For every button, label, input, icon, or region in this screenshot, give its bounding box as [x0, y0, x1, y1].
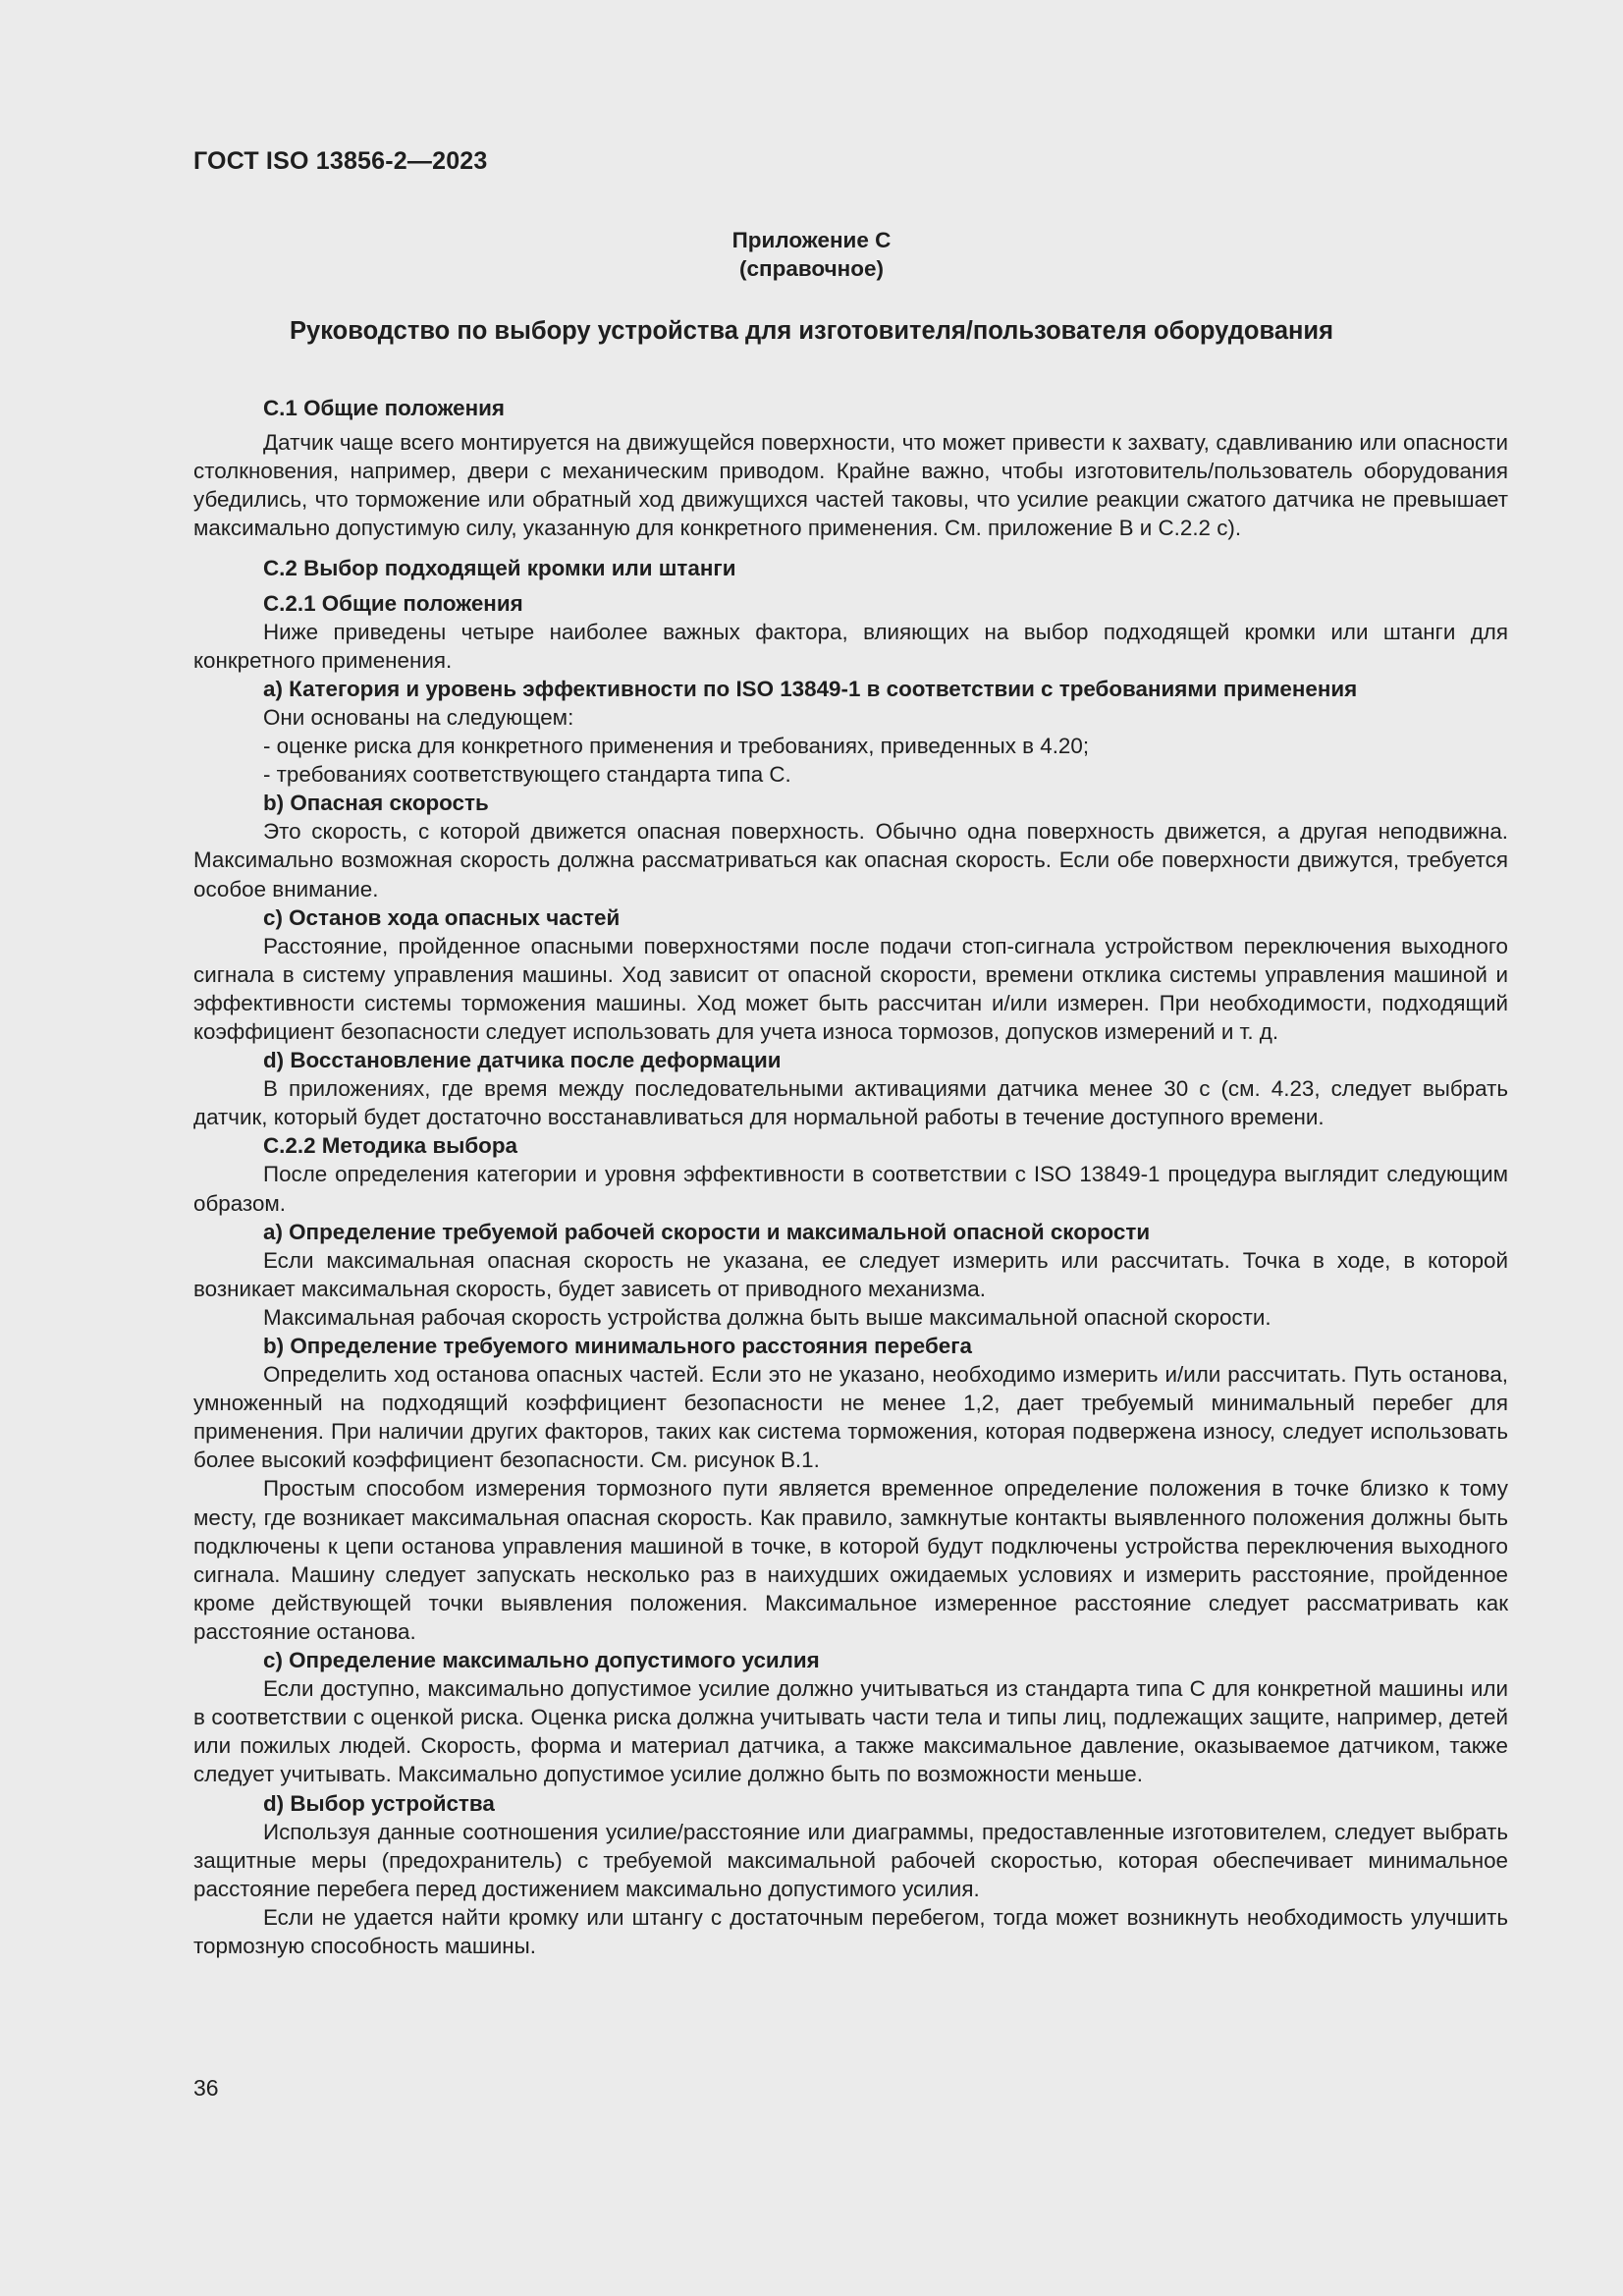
section-c21-intro: Ниже приведены четыре наиболее важных фактора, влияющих на выбор подходящей кромки или штанги для конкретного применения.	[193, 619, 1508, 673]
section-c21-b-heading: b) Опасная скорость	[263, 791, 489, 816]
section-c1-heading: С.1 Общие положения	[263, 396, 505, 420]
section-c21-a-line: - оценке риска для конкретного применения и требованиях, приведенных в 4.20;	[263, 734, 1090, 759]
section-c21-d-heading: d) Восстановление датчика после деформации	[263, 1048, 782, 1073]
section-c22-d-heading: d) Выбор устройства	[263, 1790, 495, 1816]
section-c22-b-paragraph: Простым способом измерения тормозного пути является временное определение положения в точке близко к тому месту, где возникает максимальная опасная скорость. Как правило, замкнутые контакты выявленного положения должны быть подключены к цепи останова управления машиной в точке, в которой будут подключены устройства переключения выходного сигнала. Машину следует запускать несколько раз в наихудших ожидаемых условиях и измерить расстояние, пройденное кроме действующей точки выявления положения. Максимальное измеренное расстояние следует рассматривать как расстояние останова.	[193, 1476, 1508, 1644]
section-c22-heading: С.2.2 Методика выбора	[263, 1133, 517, 1159]
section-c22-intro: После определения категории и уровня эффективности в соответствии с ISO 13849-1 процедура выглядит следующим образом.	[193, 1162, 1508, 1216]
standard-header: ГОСТ ISO 13856-2—2023	[193, 147, 488, 175]
section-c21-a-line: Они основаны на следующем:	[263, 704, 574, 730]
section-c21-a-heading: а) Категория и уровень эффективности по ISO 13849-1 в соответствии с требованиями применения	[263, 676, 1358, 701]
annex-type: (справочное)	[739, 256, 884, 281]
section-c22-d-paragraph: Если не удается найти кромку или штангу с достаточным перебегом, тогда может возникнуть необходимость улучшить тормозную способность машины.	[193, 1904, 1508, 1958]
section-c22-a-paragraph: Максимальная рабочая скорость устройства должна быть выше максимальной опасной скорости.	[263, 1304, 1271, 1330]
section-c21-c-paragraph: Расстояние, пройденное опасными поверхностями после подачи стоп-сигнала устройством переключения выходного сигнала в систему управления машины. Ход зависит от опасной скорости, времени отклика системы управления машиной и эффективности системы торможения машины. Ход может быть рассчитан и/или измерен. При необходимости, подходящий коэффициент безопасности следует использовать для учета износа тормозов, допусков измерений и т. д.	[193, 933, 1508, 1044]
annex-heading: Руководство по выбору устройства для изготовителя/пользователя оборудования	[290, 317, 1333, 345]
section-c21-heading: С.2.1 Общие положения	[263, 590, 523, 616]
section-c22-a-paragraph: Если максимальная опасная скорость не указана, ее следует измерить или рассчитать. Точка в ходе, в которой возникает максимальная скорость, будет зависеть от приводного механизма.	[193, 1247, 1508, 1301]
section-c22-b-heading: b) Определение требуемого минимального расстояния перебега	[263, 1334, 973, 1358]
annex-name: Приложение С	[731, 228, 892, 252]
section-c22-c-paragraph: Если доступно, максимально допустимое усилие должно учитываться из стандарта типа С для конкретной машины или в соответствии с оценкой риска. Оценка риска должна учитывать части тела и типы лиц, подлежащих защите, например, детей или пожилых людей. Скорость, форма и материал датчика, а также максимальное давление, оказываемое датчиком, также следует учитывать. Максимально допустимое усилие должно быть по возможности меньше.	[193, 1676, 1508, 1787]
section-c22-d-paragraph: Используя данные соотношения усилие/расстояние или диаграммы, предоставленные изготовителем, следует выбрать защитные меры (предохранитель) с требуемой максимальной рабочей скоростью, которая обеспечивает минимальное расстояние перебега перед достижением максимально допустимого усилия.	[193, 1819, 1508, 1901]
section-c21-d-paragraph: В приложениях, где время между последовательными активациями датчика менее 30 с (см. 4.23, следует выбрать датчик, который будет достаточно восстанавливаться для нормальной работы в течение доступного времени.	[193, 1076, 1508, 1130]
section-c22-b-paragraph: Определить ход останова опасных частей. Если это не указано, необходимо измерить и/или рассчитать. Путь останова, умноженный на подходящий коэффициент безопасности не менее 1,2, дает требуемый минимальный перебег для применения. При наличии других факторов, таких как система торможения, которая подвержена износу, следует использовать более высокий коэффициент безопасности. См. рисунок В.1.	[193, 1362, 1508, 1473]
section-c1-paragraph: Датчик чаще всего монтируется на движущейся поверхности, что может привести к захвату, сдавливанию или опасности столкновения, например, двери с механическим приводом. Крайне важно, чтобы изготовитель/пользователь оборудования убедились, что торможение или обратный ход движущихся частей таковы, что усилие реакции сжатого датчика не превышает максимально допустимую силу, указанную для конкретного применения. См. приложение В и С.2.2 с).	[193, 430, 1508, 541]
section-c22-a-heading: а) Определение требуемой рабочей скорости и максимальной опасной скорости	[263, 1219, 1151, 1244]
section-c21-b-paragraph: Это скорость, с которой движется опасная поверхность. Обычно одна поверхность движется, а другая неподвижна. Максимально возможная скорость должна рассматриваться как опасная скорость. Если обе поверхности движутся, требуется особое внимание.	[193, 819, 1508, 902]
section-c2-heading: С.2 Выбор подходящей кромки или штанги	[263, 556, 736, 581]
section-c21-a-line: - требованиях соответствующего стандарта типа С.	[263, 762, 791, 788]
annex-title-block	[0, 226, 1623, 283]
document-body	[193, 394, 1508, 1960]
section-c22-c-heading: с) Определение максимально допустимого усилия	[263, 1648, 820, 1673]
page-number: 36	[193, 2075, 219, 2101]
section-c21-c-heading: с) Останов хода опасных частей	[263, 904, 621, 930]
